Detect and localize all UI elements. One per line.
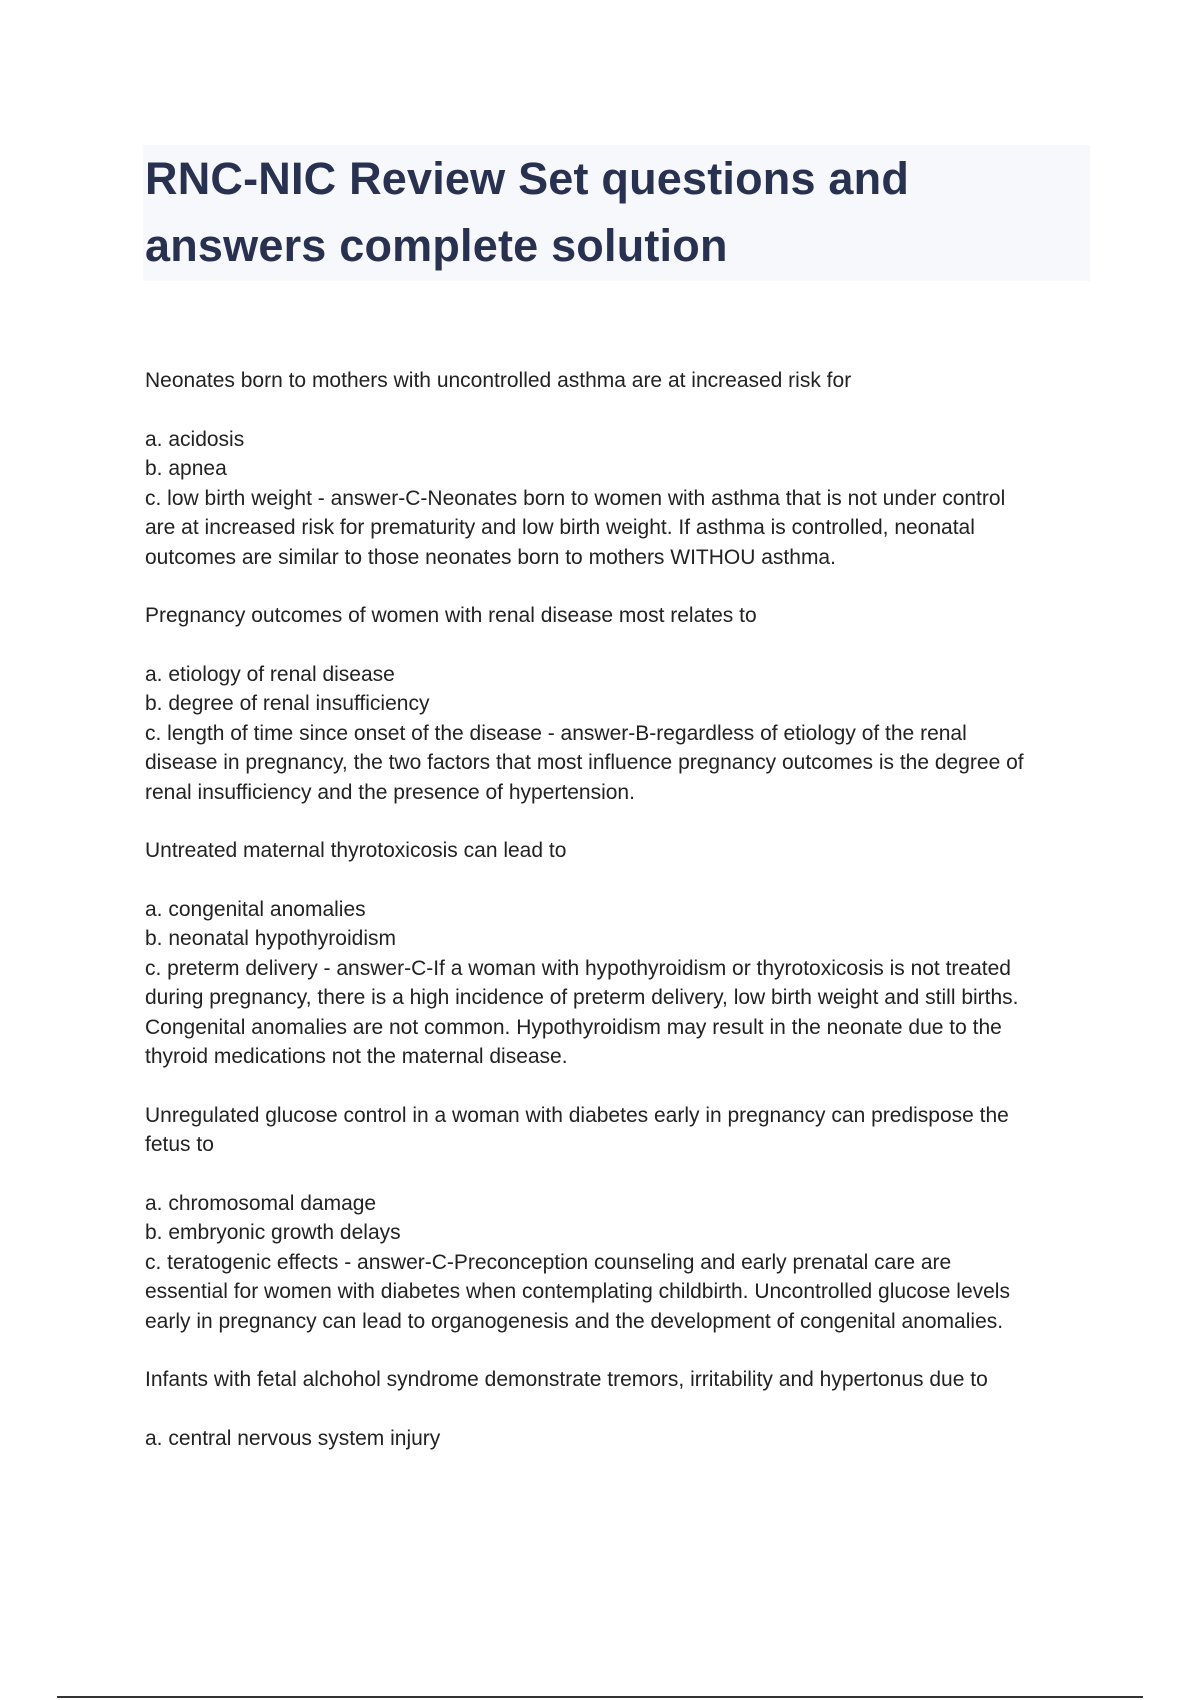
answer-line: during pregnancy, there is a high incidence of preterm delivery, low birth weight and still births. [145,986,1019,1009]
answer-line: b. apnea [145,457,227,480]
answer-line: b. neonatal hypothyroidism [145,927,396,950]
answer-options [145,1189,1085,1337]
answer-line: c. preterm delivery - answer-C-If a woman with hypothyroidism or thyrotoxicosis is not treated [145,956,1011,980]
answer-line: c. length of time since onset of the disease - answer-B-regardless of etiology of the renal [145,721,967,745]
answer-line: outcomes are similar to those neonates born to mothers WITHOU asthma. [145,545,836,569]
question-text [145,1365,1085,1395]
question-text [145,366,1085,396]
answer-line: thyroid medications not the maternal disease. [145,1045,568,1068]
answer-line: a. chromosomal damage [145,1191,377,1215]
title-line: RNC-NIC Review Set questions and [145,153,910,204]
answer-line: renal insufficiency and the presence of hypertension. [145,780,635,804]
question-text [145,836,1085,866]
answer-line: are at increased risk for prematurity and low birth weight. If asthma is controlled, neonatal [145,516,975,539]
question-line: fetus to [145,1133,214,1156]
question-line: Untreated maternal thyrotoxicosis can lead to [145,839,567,862]
answer-line: a. etiology of renal disease [145,662,395,686]
answer-options [145,895,1085,1072]
question-text [145,601,1085,631]
answer-line: a. central nervous system injury [145,1426,441,1450]
question-line: Infants with fetal alchohol syndrome demonstrate tremors, irritability and hypertonus due to [145,1368,988,1391]
question-text [145,1101,1085,1160]
answer-line: Congenital anomalies are not common. Hypothyroidism may result in the neonate due to the [145,1015,1002,1039]
document-body [145,366,1085,1482]
answer-line: a. congenital anomalies [145,897,366,921]
footer-divider [57,1696,1143,1698]
answer-options [145,1424,1085,1454]
answer-options [145,660,1085,808]
answer-options [145,425,1085,573]
answer-line: c. low birth weight - answer-C-Neonates born to women with asthma that is not under control [145,486,1006,510]
answer-line: disease in pregnancy, the two factors that most influence pregnancy outcomes is the degree of [145,751,1024,774]
answer-line: b. embryonic growth delays [145,1221,401,1244]
answer-line: early in pregnancy can lead to organogenesis and the development of congenital anomalies. [145,1309,1004,1333]
document-title [145,145,1090,279]
answer-line: essential for women with diabetes when contemplating childbirth. Uncontrolled glucose levels [145,1280,1010,1303]
title-banner [143,145,1090,281]
question-line: Neonates born to mothers with uncontrolled asthma are at increased risk for [145,369,852,392]
answer-line: a. acidosis [145,427,245,451]
answer-line: c. teratogenic effects - answer-C-Preconception counseling and early prenatal care are [145,1250,952,1274]
title-line: answers complete solution [145,220,728,271]
question-line: Pregnancy outcomes of women with renal disease most relates to [145,604,757,627]
answer-line: b. degree of renal insufficiency [145,692,430,715]
question-line: Unregulated glucose control in a woman with diabetes early in pregnancy can predispose the [145,1103,1009,1127]
